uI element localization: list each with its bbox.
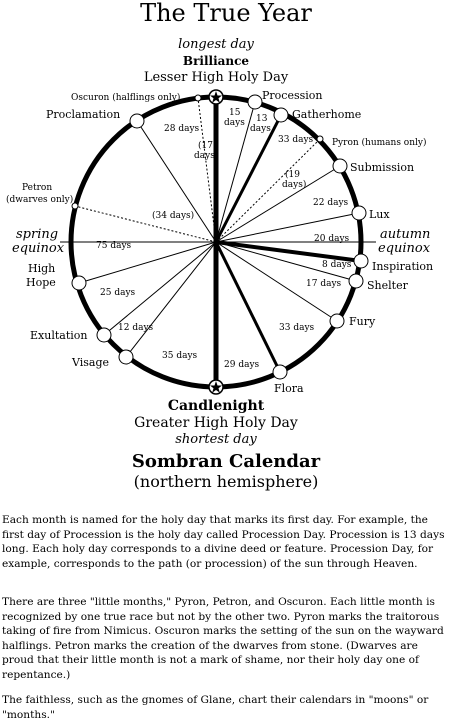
spoke-pyron — [216, 139, 320, 242]
holy-day-fury: Fury — [349, 315, 376, 328]
marker-oscuron — [195, 95, 201, 101]
marker-gatherhome — [274, 108, 288, 122]
month-length-m3: 33 days — [278, 135, 314, 145]
month-length-m10: 29 days — [224, 360, 260, 370]
brilliance-label: Brilliance — [182, 54, 250, 68]
spoke-petron — [75, 206, 216, 242]
month-length-m14: 75 days — [96, 241, 132, 251]
paragraph-little-months: There are three "little months," Pyron, Petron, and Oscuron. Each little month is recognized by one true race but not by the other two. Pyron marks the traitorous taking of fire from Nimicus. Oscuron marks the setting of the sun on the wayward halflings. Petron marks the creation of the dwarves from stone. (Dwarves are proud that their little month is not a mark of shame, nor their holy day one of repentance.) — [2, 596, 444, 681]
marker-inspiration — [354, 254, 368, 268]
brilliance-star-icon — [209, 90, 223, 104]
candlenight-desc: Greater High Holy Day — [134, 415, 298, 431]
marker-shelter — [349, 274, 363, 288]
paragraph-months: Each month is named for the holy day that marks its first day. For example, the first day of Procession is the holy day called Procession Day. Procession is 13 days long. Each holy day corresponds to a divine deed or feature. Procession Day, for example, corresponds to the path (or procession) of the sun through Heaven. — [2, 514, 445, 570]
holy-day-petron-1: Petron — [22, 183, 53, 193]
holy-day-procession: Procession — [262, 89, 323, 102]
autumn-equinox-label-2: equinox — [378, 241, 431, 256]
marker-high-hope — [72, 276, 86, 290]
holy-day-lux: Lux — [369, 208, 390, 221]
holy-day-exultation: Exultation — [30, 329, 88, 342]
marker-proclamation — [130, 114, 144, 128]
holy-day-flora: Flora — [274, 382, 304, 395]
month-length-m5: 22 days — [313, 198, 349, 208]
spoke-gatherhome — [216, 115, 281, 242]
page-title: The True Year — [140, 0, 312, 27]
month-length-m16: 28 days — [164, 124, 200, 134]
spoke-proclamation — [137, 121, 219, 242]
spoke-flora — [216, 242, 280, 372]
month-length-m4: (19 days) — [282, 170, 307, 190]
marker-flora — [273, 365, 287, 379]
holy-day-inspiration: Inspiration — [372, 260, 434, 273]
marker-visage — [119, 350, 133, 364]
month-length-m6: 20 days — [314, 234, 350, 244]
calendar-title: Sombran Calendar — [131, 451, 321, 472]
candlenight-star-icon — [209, 380, 223, 394]
holy-day-oscuron: Oscuron (halflings only) — [71, 93, 181, 103]
autumn-equinox-label-1: autumn — [380, 227, 431, 242]
calendar-subtitle: (northern hemisphere) — [133, 472, 319, 491]
holy-day-visage: Visage — [72, 356, 110, 369]
month-length-m13: 25 days — [100, 288, 136, 298]
marker-procession — [248, 95, 262, 109]
month-length-m8: 17 days — [306, 279, 342, 289]
longest-day-caption: longest day — [178, 37, 254, 52]
month-length-m17: (17 days) — [194, 141, 219, 161]
month-length-m9: 33 days — [279, 323, 315, 333]
month-length-m7: 8 days — [322, 260, 352, 270]
spring-equinox-label-2: equinox — [12, 241, 65, 256]
marker-pyron — [317, 136, 323, 142]
month-length-m2: 13 days — [250, 114, 271, 134]
month-length-m12: 12 days — [118, 323, 154, 333]
marker-lux — [352, 206, 366, 220]
holy-day-high-hope-2: Hope — [26, 276, 56, 289]
shortest-day-caption: shortest day — [175, 432, 257, 447]
brilliance-desc: Lesser High Holy Day — [143, 70, 289, 85]
spoke-inspiration — [216, 242, 361, 261]
spoke-visage — [126, 242, 216, 357]
spoke-oscuron — [198, 98, 216, 242]
marker-exultation — [97, 328, 111, 342]
holy-day-proclamation: Proclamation — [46, 108, 121, 121]
holy-day-pyron: Pyron (humans only) — [332, 138, 427, 148]
holy-day-high-hope-1: High — [28, 262, 56, 275]
paragraph-faithless: The faithless, such as the gnomes of Glane, chart their calendars in "moons" or "months." — [2, 694, 429, 721]
month-length-m15: (34 days) — [152, 211, 195, 221]
holy-day-submission: Submission — [350, 161, 415, 174]
candlenight-label: Candlenight — [167, 398, 265, 414]
holy-day-gatherhome: Gatherhome — [292, 108, 362, 121]
spring-equinox-label-1: spring — [16, 227, 59, 242]
month-length-m11: 35 days — [162, 351, 198, 361]
holy-day-shelter: Shelter — [367, 279, 408, 292]
month-length-m1: 15 days — [224, 108, 245, 128]
holy-day-petron-2: (dwarves only) — [6, 195, 74, 205]
marker-submission — [333, 159, 347, 173]
marker-fury — [330, 314, 344, 328]
